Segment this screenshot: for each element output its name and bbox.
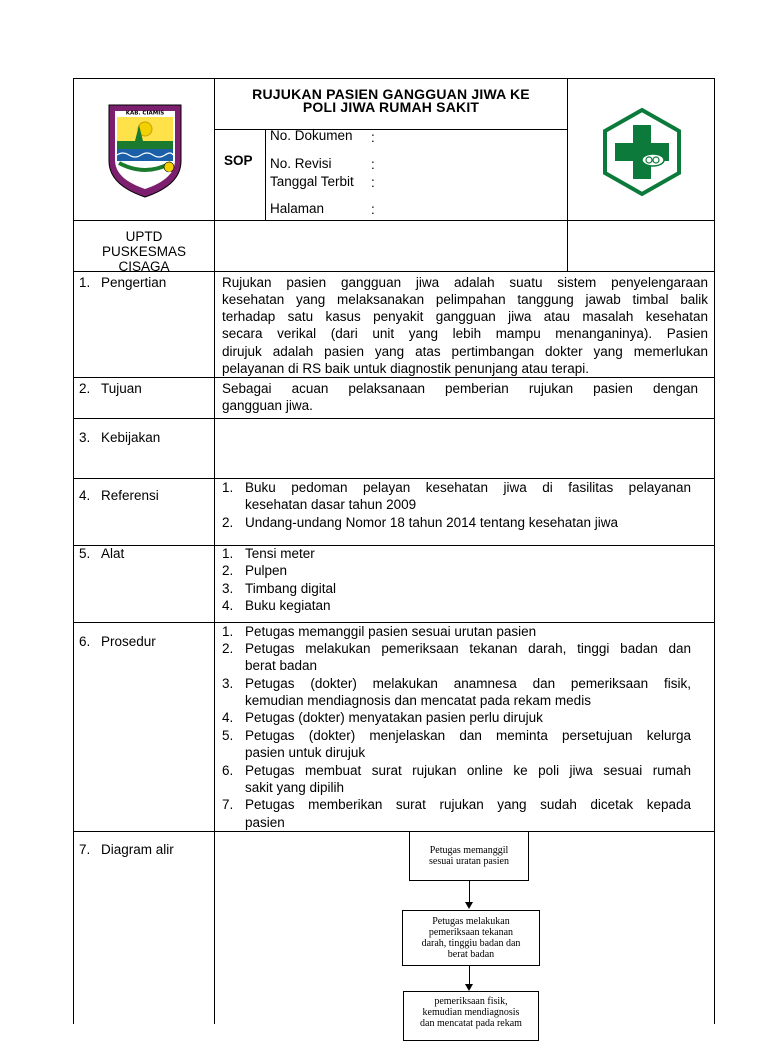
- org-line-2: PUSKESMAS: [101, 244, 187, 259]
- list-item-line: Petugas memanggil pasien sesuai urutan pasien: [245, 624, 537, 639]
- list-item-line: pasien: [245, 815, 285, 830]
- meta-label-no-revisi: No. Revisi: [270, 156, 332, 171]
- paragraph-line: kesehatan yang melaksanakan pelimpahan tanggung jawab timbal balik: [222, 292, 708, 307]
- flowchart-box-text: kemudian mendiagnosis: [422, 1007, 520, 1018]
- list-item: Buku kegiatan: [245, 598, 331, 613]
- list-number: 1.: [222, 624, 234, 639]
- list-number: 1.: [222, 480, 234, 495]
- flowchart-arrowhead-2: [465, 984, 473, 991]
- section-number: 7.: [79, 842, 91, 857]
- row-divider-header: [73, 220, 715, 221]
- title-line-1: RUJUKAN PASIEN GANGGUAN JIWA KE: [252, 86, 530, 102]
- section-label: Referensi: [101, 488, 159, 503]
- list-number: 4.: [222, 598, 234, 613]
- row-divider-6: [73, 831, 715, 832]
- list-number: 3.: [222, 581, 234, 596]
- paragraph-line: Sebagai acuan pelaksanaan pemberian rujukan pasien dengan: [222, 381, 698, 396]
- org-line-3: CISAGA: [118, 259, 170, 274]
- list-item-line: Petugas (dokter) melakukan anamnesa dan pemeriksaan fisik,: [245, 676, 691, 691]
- flowchart-box-text: pemeriksaan fisik,: [434, 996, 508, 1007]
- org-line-1: UPTD: [125, 229, 163, 244]
- meta-value-halaman: :: [371, 202, 375, 217]
- table-border-top: [73, 78, 715, 79]
- document-title: [216, 88, 566, 114]
- list-item-line: pasien untuk dirujuk: [245, 745, 366, 760]
- flowchart-box-2: [402, 910, 540, 966]
- section-number: 1.: [79, 275, 91, 290]
- table-divider-logo: [567, 78, 568, 271]
- flowchart-box-text: darah, tinggiu badan dan: [421, 938, 521, 949]
- title-line-2: POLI JIWA RUMAH SAKIT: [302, 99, 480, 115]
- meta-label-no-dokumen: No. Dokumen: [270, 128, 353, 143]
- section-label: Prosedur: [101, 634, 156, 649]
- row-divider-1: [73, 377, 715, 378]
- section-number: 3.: [79, 430, 91, 445]
- flowchart-box-3: [403, 991, 539, 1041]
- list-item-line: Petugas (dokter) menjelaskan dan meminta persetujuan kelurga: [245, 728, 691, 743]
- list-item-line: Undang-undang Nomor 18 tahun 2014 tentang kesehatan jiwa: [245, 515, 619, 530]
- flowchart-arrowhead-1: [465, 902, 473, 909]
- list-item-line: Buku pedoman pelayan kesehatan jiwa di fasilitas pelayanan: [245, 480, 691, 495]
- list-item-line: Petugas membuat surat rujukan online ke poli jiwa sesuai rumah: [245, 763, 691, 778]
- section-number: 6.: [79, 634, 91, 649]
- flowchart-arrow-2: [469, 966, 470, 984]
- list-number: 2.: [222, 515, 234, 530]
- section-label: Tujuan: [101, 381, 142, 396]
- table-divider-sop: [265, 129, 266, 220]
- list-number: 4.: [222, 710, 234, 725]
- paragraph-line: gangguan jiwa.: [222, 398, 313, 413]
- meta-label-halaman: Halaman: [270, 201, 325, 216]
- flowchart-box-text: berat badan: [447, 949, 495, 960]
- organization-name: [74, 229, 214, 274]
- list-item-line: berat badan: [245, 658, 318, 673]
- list-item-line: Petugas (dokter) menyatakan pasien perlu dirujuk: [245, 710, 543, 725]
- puskesmas-logo: [597, 107, 687, 202]
- paragraph-line: terhadap satu kasus penyakit gangguan jiwa atau masalah kesehatan: [222, 309, 708, 324]
- meta-value-no-dokumen: :: [371, 130, 375, 145]
- section-number: 2.: [79, 381, 91, 396]
- paragraph-line: Rujukan pasien gangguan jiwa adalah suatu sistem penyelengaraan: [222, 275, 708, 290]
- section-number: 4.: [79, 488, 91, 503]
- list-number: 2.: [222, 641, 234, 656]
- section-label: Pengertian: [101, 275, 167, 290]
- list-item-line: Petugas melakukan pemeriksaan tekanan darah, tinggi badan dan: [245, 641, 691, 656]
- row-divider-4: [73, 545, 715, 546]
- list-item-line: kemudian mendiagnosis dan mencatat pada rekam medis: [245, 693, 591, 708]
- section-number: 5.: [79, 546, 91, 561]
- flowchart-box-text: pemeriksaan tekanan: [428, 927, 514, 938]
- flowchart-box-text: dan mencatat pada rekam: [420, 1018, 522, 1029]
- meta-value-no-revisi: :: [371, 157, 375, 172]
- logo-motto-text: hayunan Ayuna Kalawas: [117, 170, 174, 187]
- list-item-line: sakit yang dipilih: [245, 780, 345, 795]
- list-number: 7.: [222, 797, 234, 812]
- list-number: 3.: [222, 676, 234, 691]
- list-item-line: Petugas memberikan surat rujukan yang sudah dicetak kepada: [245, 797, 691, 812]
- section-label: Kebijakan: [101, 430, 161, 445]
- meta-value-tanggal-terbit: :: [371, 175, 375, 190]
- flowchart-box-text: Petugas melakukan: [432, 916, 510, 927]
- logo-top-text: KAB. CIAMIS: [125, 110, 165, 117]
- paragraph-line: secara verikal (dari unit yang lebih mampu menanganinya). Pasien: [222, 326, 708, 341]
- list-item: Timbang digital: [245, 581, 337, 596]
- flowchart-box-text: sesuai uratan pasien: [429, 856, 509, 867]
- list-number: 5.: [222, 728, 234, 743]
- section-label: Alat: [101, 546, 125, 561]
- kab-ciamis-logo: [105, 103, 185, 204]
- meta-label-tanggal-terbit: Tanggal Terbit: [270, 174, 354, 189]
- sop-label: SOP: [224, 153, 253, 168]
- row-divider-2: [73, 418, 715, 419]
- list-item: Tensi meter: [245, 546, 315, 561]
- list-number: 2.: [222, 563, 234, 578]
- flowchart-arrow-1: [469, 881, 470, 903]
- paragraph-line: pelayanan di RS baik untuk diagnostik penunjang atau terapi.: [222, 361, 590, 376]
- title-divider: [214, 129, 568, 130]
- flowchart-box-1: [409, 831, 529, 881]
- paragraph-line: dirujuk adalah pasien yang atas pertimbangan dokter yang memerlukan: [222, 344, 708, 359]
- section-label: Diagram alir: [101, 842, 174, 857]
- list-item-line: kesehatan dasar tahun 2009: [245, 497, 417, 512]
- list-item: Pulpen: [245, 563, 288, 578]
- list-number: 6.: [222, 763, 234, 778]
- flowchart-box-text: Petugas memanggil: [429, 845, 509, 856]
- list-number: 1.: [222, 546, 234, 561]
